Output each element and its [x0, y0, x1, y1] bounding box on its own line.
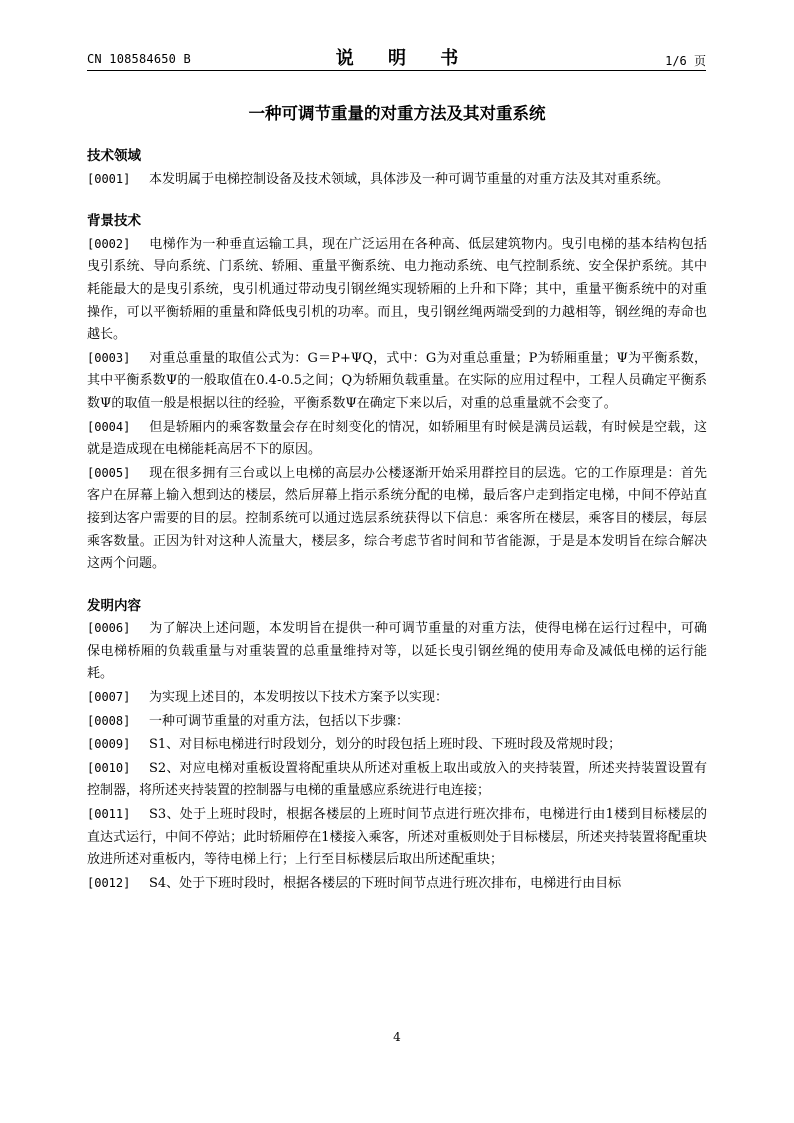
section-heading: 发明内容	[87, 597, 141, 614]
paragraph-text: 为实现上述目的，本发明按以下技术方案予以实现：	[149, 690, 449, 706]
page-number: 4	[393, 1030, 401, 1044]
paragraph-number: [0003]	[87, 350, 131, 365]
paragraph-text: S4、处于下班时段时，根据各楼层的下班时间节点进行班次排布，电梯进行由目标	[149, 875, 622, 891]
section-technical-field	[87, 145, 707, 191]
paragraph-number: [0004]	[87, 419, 131, 434]
paragraph-number: [0002]	[87, 236, 131, 251]
paragraph	[87, 872, 707, 896]
paragraph-number: [0008]	[87, 713, 131, 728]
paragraph-number: [0006]	[87, 621, 131, 636]
paragraph-text: S2、对应电梯对重板设置将配重块从所述对重板上取出或放入的夹持装置，所述夹持装置设置有控制器，将所述夹持装置的控制器与电梯的重量感应系统进行电连接；	[87, 760, 707, 799]
paragraph-text: 电梯作为一种垂直运输工具，现在广泛运用在各种高、低层建筑物内。曳引电梯的基本结构包括曳引系统、导向系统、门系统、轿厢、重量平衡系统、电力拖动系统、电气控制系统、安全保护系统。其中耗能最大的是曳引系统，曳引机通过带动曳引钢丝绳实现轿厢的上升和下降；其中，重量平衡系统中的对重操作，可以平衡轿厢的重量和降低曳引机的功率。而且，曳引钢丝绳两端受到的力越相等，钢丝绳的寿命也越长。	[87, 236, 707, 343]
document-body	[87, 145, 707, 895]
paragraph	[87, 733, 707, 757]
paragraph-text: 对重总重量的取值公式为：G＝P+ΨQ，式中：G为对重总重量；P为轿厢重量；Ψ为平衡系数，其中平衡系数Ψ的一般取值在0.4-0.5之间；Q为轿厢负载重量。在实际的应用过程中，工程人员确定平衡系数Ψ的取值一般是根据以往的经验，平衡系数Ψ在确定下来以后，对重的总重量就不会变了。	[87, 350, 707, 411]
paragraph	[87, 710, 707, 734]
paragraph	[87, 347, 707, 416]
paragraph-number: [0011]	[87, 807, 131, 822]
document-title: 一种可调节重量的对重方法及其对重系统	[248, 104, 546, 123]
header-divider	[87, 70, 706, 71]
patent-number: CN 108584650 B	[87, 52, 191, 66]
paragraph-text: 现在很多拥有三台或以上电梯的高层办公楼逐渐开始采用群控目的层选。它的工作原理是：首先客户在屏幕上输入想到达的楼层，然后屏幕上指示系统分配的电梯，最后客户走到指定电梯，中间不停站直接到达客户需要的目的层。控制系统可以通过选层系统获得以下信息：乘客所在楼层，乘客目的楼层，每层乘客数量。正因为针对这种人流量大，楼层多，综合考虑节省时间和节省能源，于是是本发明旨在综合解决这两个问题。	[87, 465, 707, 572]
paragraph-text: S1、对目标电梯进行时段划分，划分的时段包括上班时段、下班时段及常规时段；	[149, 737, 622, 753]
paragraph	[87, 233, 707, 347]
paragraph	[87, 168, 707, 192]
paragraph-number: [0010]	[87, 760, 131, 775]
document-type: 说 明 书	[335, 48, 473, 69]
section-background	[87, 210, 707, 576]
section-heading: 技术领域	[87, 148, 141, 164]
section-heading: 背景技术	[87, 213, 141, 230]
paragraph-number: [0005]	[87, 465, 131, 480]
paragraph-text: S3、处于上班时段时，根据各楼层的上班时间节点进行班次排布，电梯进行由1楼到目标楼层的直达式运行，中间不停站；此时轿厢停在1楼接入乘客，所述对重板则处于目标楼层，所述夹持装置将配重块放进所述对重板内，等待电梯上行；上行至目标楼层后取出所述配重块；	[87, 807, 707, 868]
section-summary	[87, 595, 707, 896]
paragraph-number: [0007]	[87, 690, 131, 705]
paragraph-text: 一种可调节重量的对重方法，包括以下步骤：	[149, 713, 410, 729]
paragraph-number: [0009]	[87, 737, 131, 752]
paragraph-number: [0001]	[87, 171, 131, 186]
paragraph-number: [0012]	[87, 875, 131, 890]
paragraph	[87, 462, 707, 576]
paragraph	[87, 617, 707, 686]
paragraph-text: 但是轿厢内的乘客数量会存在时刻变化的情况，如轿厢里有时候是满员运载，有时候是空载，这就是造成现在电梯能耗高居不下的原因。	[87, 419, 707, 458]
paragraph-text: 为了解决上述问题，本发明旨在提供一种可调节重量的对重方法，使得电梯在运行过程中，可确保电梯桥厢的负载重量与对重装置的总重量维持对等，以延长曳引钢丝绳的使用寿命及减低电梯的运行能耗。	[87, 621, 707, 682]
page-info: 1/6 页	[665, 54, 706, 68]
paragraph-text: 本发明属于电梯控制设备及技术领域，具体涉及一种可调节重量的对重方法及其对重系统。	[149, 171, 670, 187]
paragraph	[87, 416, 707, 462]
paragraph	[87, 757, 707, 803]
paragraph	[87, 686, 707, 710]
paragraph	[87, 803, 707, 872]
